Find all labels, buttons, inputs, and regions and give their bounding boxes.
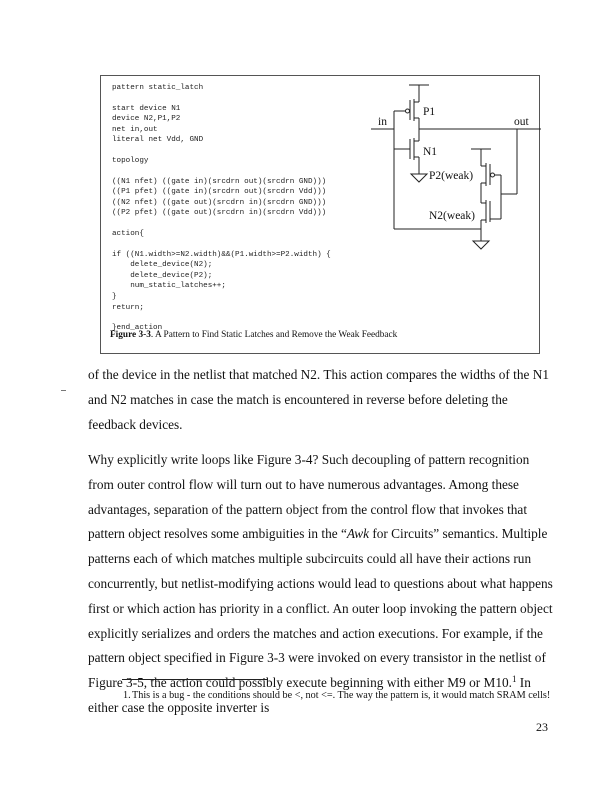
figure-caption-text: . A Pattern to Find Static Latches and Remove the Weak Feedback xyxy=(150,330,398,340)
footnote-divider xyxy=(122,679,267,680)
footnote-number: 1. xyxy=(123,690,131,701)
code-line: } xyxy=(112,292,117,301)
code-line xyxy=(112,313,331,323)
figure-caption xyxy=(110,330,397,340)
code-line: delete_device(N2); xyxy=(112,261,213,270)
code-line xyxy=(112,94,331,104)
code-line: topology xyxy=(112,156,149,165)
paragraph-segment: Why explicitly write loops like Figure 3-4? Such decoupling of pattern recognition from outer control flow will turn out to have numerous advantages. Among these advantages, separation of the pattern object from the control flow that invokes that pattern object resolves some ambiguities in the “ xyxy=(88,452,530,542)
code-line: action{ xyxy=(112,229,144,238)
footnote-reference: 1 xyxy=(511,674,517,685)
code-line: }end_action xyxy=(112,324,163,333)
circuit-label-p1: P1 xyxy=(423,106,436,118)
code-line: pattern static_latch xyxy=(112,84,204,92)
body-paragraph-1 xyxy=(88,363,558,437)
circuit-label-in: in xyxy=(378,116,387,128)
code-line: device N2,P1,P2 xyxy=(112,115,181,124)
code-line xyxy=(112,240,331,250)
circuit-label-out: out xyxy=(514,116,529,128)
figure-caption-label: Figure 3-3 xyxy=(110,330,151,340)
code-line xyxy=(112,167,331,177)
code-line: ((P1 pfet) ((gate in)(srcdrn out)(srcdrn Vdd))) xyxy=(112,188,327,197)
code-line: literal net Vdd, GND xyxy=(112,136,204,145)
code-line: ((P2 pfet) ((gate out)(srcdrn in)(srcdrn Vdd))) xyxy=(112,209,327,218)
footnote xyxy=(123,690,552,702)
code-line: start device N1 xyxy=(112,104,181,113)
code-line: ((N1 nfet) ((gate in)(srcdrn out)(srcdrn GND))) xyxy=(112,177,327,186)
circuit-label-n2: N2(weak) xyxy=(429,210,475,222)
scan-artifact-mark xyxy=(61,390,66,391)
italic-awk: Awk xyxy=(346,526,370,542)
code-line: return; xyxy=(112,303,144,312)
circuit-label-p2: P2(weak) xyxy=(429,170,474,182)
code-line xyxy=(112,219,331,229)
code-line xyxy=(112,146,331,156)
paragraph-segment: In either case the opposite inverter is xyxy=(88,675,531,715)
pattern-code-listing xyxy=(112,83,331,334)
page-number: 23 xyxy=(536,720,548,734)
paragraph-text: of the device in the netlist that matched N2. This action compares the widths of the N1 and N2 matches in case the match is encountered in reverse before deleting the feedback devices. xyxy=(88,367,549,432)
code-line: num_static_latches++; xyxy=(112,282,226,291)
code-line: delete_device(P2); xyxy=(112,271,213,280)
circuit-label-n1: N1 xyxy=(423,146,438,158)
figure-3-3-frame xyxy=(100,75,540,354)
code-line: ((N2 nfet) ((gate out)(srcdrn in)(srcdrn GND))) xyxy=(112,198,327,207)
code-line: if ((N1.width>=N2.width)&&(P1.width>=P2.width) { xyxy=(112,250,331,259)
code-line: net in,out xyxy=(112,125,158,134)
static-latch-circuit-diagram xyxy=(366,76,541,276)
paragraph-segment: for Circuits” semantics. Multiple patterns each of which matches multiple subcircuits could all have their actions run concurrently, but netlist-modifying actions would lead to questions about what happens first or which action has priority in a conflict. An outer loop invoking the pattern object explicitly serializes and orders the matches and action executions. For example, if the pattern object specified in Figure 3-3 were invoked on every transistor in the netlist of Figure 3-5, the action could possibly execute beginning with either M9 or M10. xyxy=(88,526,553,691)
footnote-text: This is a bug - the conditions should be <, not <=. The way the pattern is, it would match SRAM cells! xyxy=(132,690,551,701)
